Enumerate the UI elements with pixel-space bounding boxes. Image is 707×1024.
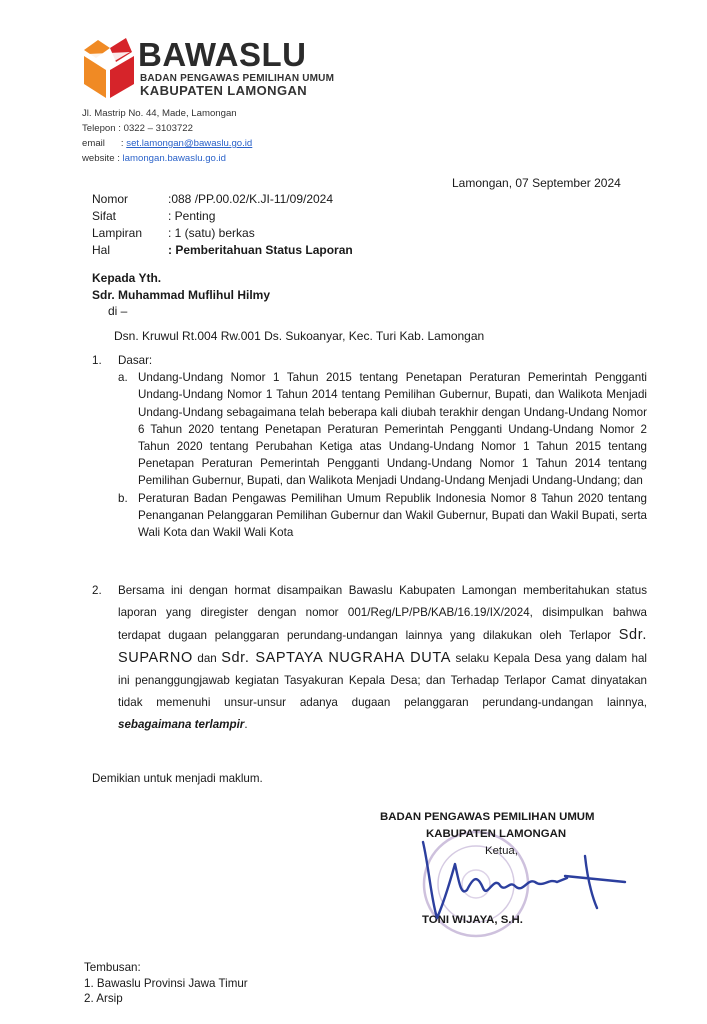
website-line: website : lamongan.bawaslu.go.id bbox=[82, 153, 227, 164]
dasar-b-text: Peraturan Badan Pengawas Pemilihan Umum Republik Indonesia Nomor 8 Tahun 2020 tentang Penanganan Pelanggaran Pemilihan Gubernur dan Wakil Gubernur, Bupati dan Wakil Bupati, serta Wali Kota dan Wakil Wali Kota bbox=[138, 491, 647, 540]
item-2-dan: dan bbox=[197, 652, 217, 665]
signature-regency: KABUPATEN LAMONGAN bbox=[426, 828, 567, 840]
website-link[interactable]: lamongan.bawaslu.go.id bbox=[122, 153, 227, 164]
sifat-value: : Penting bbox=[168, 209, 216, 223]
tembusan-item: 2. Arsip bbox=[84, 992, 123, 1005]
item-2-part2: selaku Kepala Desa yang dalam hal ini penanggungjawab kegiatan Tasyakuran Kepala Desa; dan Terhadap Terlapor Camat dinyatakan tidak memenuhi unsur-unsur adanya dugaan pelanggaran perundang-undangan lainnya, bbox=[118, 652, 647, 709]
brand-name: BAWASLU bbox=[138, 36, 307, 73]
item-2-emphasis: sebagaimana terlampir bbox=[118, 718, 245, 731]
office-address: Jl. Mastrip No. 44, Made, Lamongan bbox=[82, 108, 237, 119]
email-line: email : set.lamongan@bawaslu.go.id bbox=[82, 138, 253, 149]
item-2 bbox=[92, 580, 647, 736]
lampiran-label: Lampiran bbox=[92, 226, 143, 240]
recipient-block bbox=[92, 270, 484, 344]
tembusan-label: Tembusan: bbox=[84, 961, 141, 974]
tembusan-item: 1. Bawaslu Provinsi Jawa Timur bbox=[84, 976, 248, 990]
phone-number: : 0322 – 3103722 bbox=[118, 123, 193, 134]
dasar-b-label: b. bbox=[118, 491, 128, 505]
letter-date: Lamongan, 07 September 2024 bbox=[452, 176, 621, 190]
terlapor-name-2: Sdr. SAPTAYA NUGRAHA DUTA bbox=[221, 650, 451, 666]
letter-meta bbox=[92, 191, 353, 259]
phone-line bbox=[82, 121, 252, 136]
item-2-part1: Bersama ini dengan hormat disampaikan Bawaslu Kabupaten Lamongan memberitahukan status laporan yang diregister dengan nomor 001/Reg/LP/PB/KAB/16.19/IX/2024, disimpulkan bahwa terdapat dugaan pelanggaran perundang-undangan lainnya yang dilakukan oleh Terlapor bbox=[118, 584, 647, 642]
signature-agency: BADAN PENGAWAS PEMILIHAN UMUM bbox=[380, 811, 595, 823]
hal-label: Hal bbox=[92, 243, 111, 257]
meta-row-lampiran bbox=[92, 225, 353, 242]
website-label: website bbox=[82, 153, 115, 164]
item-2-text bbox=[118, 580, 647, 736]
closing-line: Demikian untuk menjadi maklum. bbox=[92, 772, 263, 785]
item-2-end: . bbox=[244, 718, 248, 731]
handwritten-signature bbox=[415, 838, 635, 922]
meta-row-nomor bbox=[92, 191, 353, 208]
dasar-a-label: a. bbox=[118, 371, 128, 385]
tembusan-block bbox=[84, 960, 248, 1007]
terlapor-name-1: Sdr. SUPARNO bbox=[118, 627, 647, 666]
dasar-b bbox=[118, 490, 647, 542]
dasar-a-text: Undang-Undang Nomor 1 Tahun 2015 tentang Penetapan Peraturan Pemerintah Pengganti Undang-Undang Nomor 1 Tahun 2014 tentang Pemilihan Gubernur, Bupati, dan Walikota Menjadi Undang-Undang sebagaimana telah beberapa kali diubah terakhir dengan Undang-Undang Nomor 6 Tahun 2020 tentang Penetapan Peraturan Pemerintah Pengganti Undang-Undang Nomor 2 Tahun 2020 tentang Perubahan Ketiga atas Undang-Undang Nomor 1 Tahun 2015 tentang Penetapan Peraturan Pemerintah Pengganti Undang-Undang Nomor 1 Tahun 2014 tentang Pemilihan Gubernur, Bupati, dan Walikota Menjadi Undang-Undang Menjadi Undang-Undang; dan bbox=[138, 371, 647, 488]
meta-row-sifat bbox=[92, 208, 353, 225]
email-link[interactable]: set.lamongan@bawaslu.go.id bbox=[126, 138, 253, 149]
lampiran-value: : 1 (satu) berkas bbox=[168, 226, 255, 240]
signature-title: Ketua, bbox=[485, 845, 518, 857]
nomor-value: :088 /PP.00.02/K.JI-11/09/2024 bbox=[168, 192, 334, 206]
item-1-title: Dasar: bbox=[118, 354, 153, 367]
bawaslu-logo bbox=[80, 36, 136, 100]
recipient-di: di – bbox=[108, 304, 128, 318]
item-1-heading bbox=[92, 352, 647, 369]
regency-name: KABUPATEN LAMONGAN bbox=[140, 83, 308, 98]
recipient-name: Sdr. Muhammad Muflihul Hilmy bbox=[92, 287, 271, 302]
dasar-a bbox=[118, 369, 647, 489]
item-dasar bbox=[92, 352, 647, 541]
recipient-address: Dsn. Kruwul Rt.004 Rw.001 Ds. Sukoanyar, Kec. Turi Kab. Lamongan bbox=[114, 328, 485, 343]
phone-label: Telepon bbox=[82, 123, 116, 134]
hal-value: : Pemberitahuan Status Laporan bbox=[168, 243, 353, 257]
email-label: email bbox=[82, 138, 105, 149]
item-2-number: 2. bbox=[92, 584, 102, 597]
sifat-label: Sifat bbox=[92, 209, 117, 223]
contact-block bbox=[82, 106, 252, 166]
meta-row-hal bbox=[92, 242, 353, 259]
item-1-number: 1. bbox=[92, 354, 102, 367]
signature-name: TONI WIJAYA, S.H. bbox=[422, 914, 523, 926]
recipient-greeting: Kepada Yth. bbox=[92, 271, 162, 285]
nomor-label: Nomor bbox=[92, 192, 129, 206]
agency-name: BADAN PENGAWAS PEMILIHAN UMUM bbox=[140, 73, 335, 84]
item-2-row bbox=[92, 580, 647, 736]
